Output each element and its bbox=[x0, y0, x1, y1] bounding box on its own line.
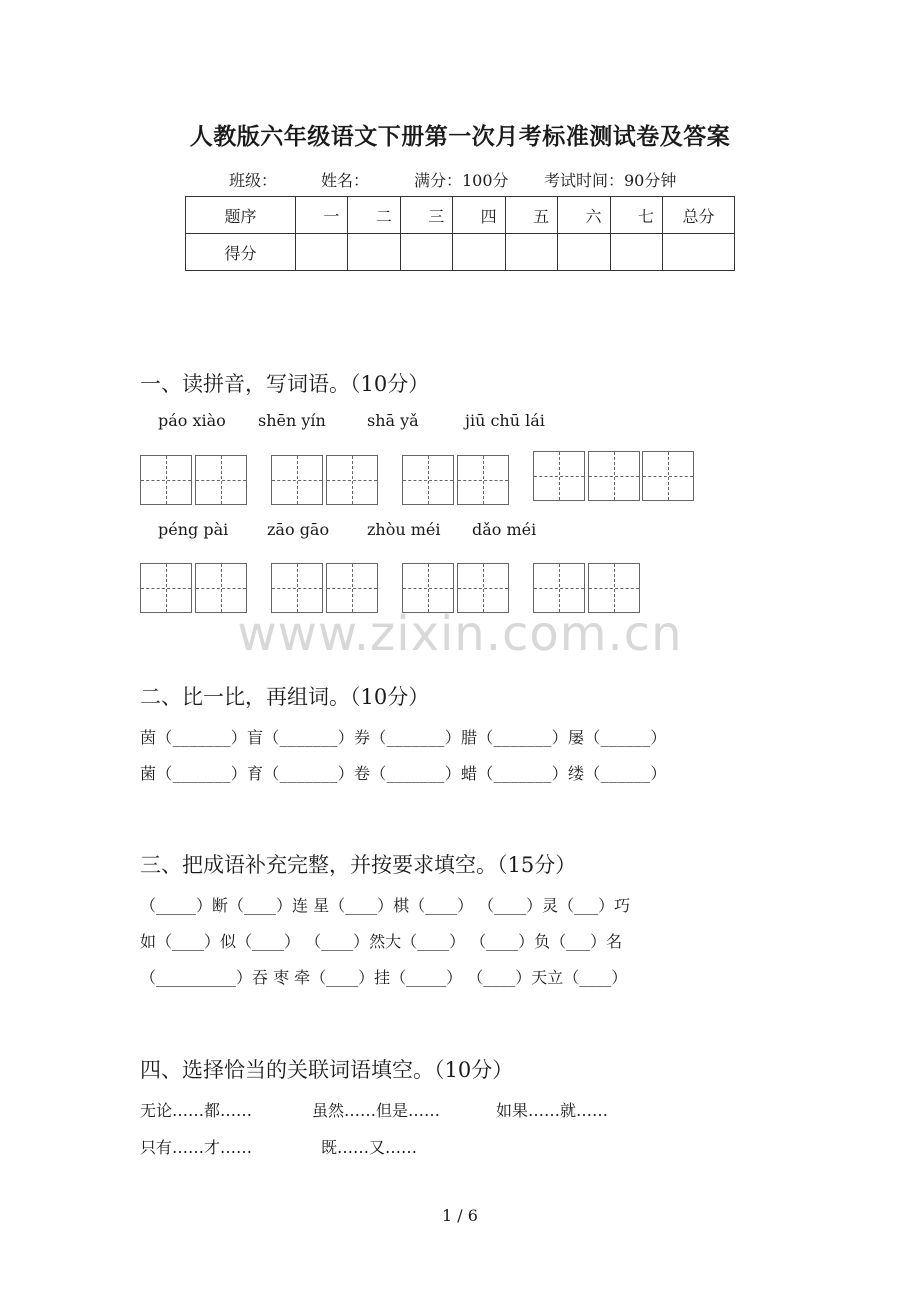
pinyin-prompt: jiū chū lái bbox=[465, 411, 545, 430]
score-table-header-cell: 一 bbox=[296, 197, 348, 234]
score-cell[interactable] bbox=[663, 234, 735, 271]
idiom-line: （__________）吞 枣 牵（____）挂（_____） （____）天立（____） bbox=[140, 968, 628, 987]
writing-grid-box[interactable] bbox=[642, 451, 694, 501]
writing-grid-box[interactable] bbox=[533, 451, 585, 501]
score-cell[interactable] bbox=[348, 234, 400, 271]
pinyin-prompt: péng pài bbox=[158, 520, 229, 539]
pinyin-prompt: shā yǎ bbox=[367, 411, 419, 430]
compare-words-line: 菌（_______）育（_______）卷（_______）蜡（_______）缕（______） bbox=[140, 764, 667, 783]
writing-grid-box[interactable] bbox=[326, 455, 378, 505]
score-table-header-cell: 三 bbox=[400, 197, 452, 234]
name-label: 姓名： bbox=[321, 171, 370, 190]
score-table-header-cell: 六 bbox=[558, 197, 610, 234]
compare-words-line: 茵（_______）盲（_______）券（_______）腊（_______）屡（______） bbox=[140, 728, 667, 747]
score-table-header-cell: 总分 bbox=[663, 197, 735, 234]
score-cell[interactable] bbox=[296, 234, 348, 271]
pinyin-prompt: dǎo méi bbox=[472, 520, 537, 539]
section-2-title: 二、比一比，再组词。（10分） bbox=[140, 685, 430, 709]
score-table-header-row bbox=[186, 197, 735, 234]
writing-grid-box[interactable] bbox=[271, 455, 323, 505]
writing-grid-box[interactable] bbox=[195, 455, 247, 505]
section-3-title: 三、把成语补充完整，并按要求填空。（15分） bbox=[140, 853, 577, 877]
score-cell[interactable] bbox=[453, 234, 505, 271]
idiom-line: （_____）断（____）连 星（____）棋（____） （____）灵（___）巧 bbox=[140, 896, 631, 915]
conjunction-option: 只有……才…… bbox=[140, 1138, 253, 1157]
conjunction-option: 如果……就…… bbox=[496, 1101, 609, 1120]
score-table bbox=[185, 196, 735, 271]
idiom-line: 如（____）似（____） （____）然大（____） （____）负（___）名 bbox=[140, 932, 623, 951]
page-title: 人教版六年级语文下册第一次月考标准测试卷及答案 bbox=[189, 123, 731, 150]
writing-grid-box[interactable] bbox=[402, 455, 454, 505]
score-table-header-cell: 题序 bbox=[186, 197, 296, 234]
score-table-score-row bbox=[186, 234, 735, 271]
class-label: 班级： bbox=[229, 171, 278, 190]
score-table-header-cell: 四 bbox=[453, 197, 505, 234]
conjunction-option: 既……又…… bbox=[321, 1138, 418, 1157]
full-score-label: 满分：100分 bbox=[414, 171, 509, 190]
score-row-label: 得分 bbox=[186, 234, 296, 271]
conjunction-option: 虽然……但是…… bbox=[312, 1101, 441, 1120]
writing-grid-box[interactable] bbox=[140, 455, 192, 505]
score-cell[interactable] bbox=[400, 234, 452, 271]
pinyin-prompt: shēn yín bbox=[258, 411, 326, 430]
pinyin-prompt: páo xiào bbox=[158, 411, 226, 430]
score-table-header-cell: 二 bbox=[348, 197, 400, 234]
score-cell[interactable] bbox=[558, 234, 610, 271]
score-cell[interactable] bbox=[505, 234, 557, 271]
score-cell[interactable] bbox=[610, 234, 662, 271]
section-1-title: 一、读拼音，写词语。（10分） bbox=[140, 372, 430, 396]
score-table-header-cell: 五 bbox=[505, 197, 557, 234]
section-4-title: 四、选择恰当的关联词语填空。（10分） bbox=[140, 1058, 514, 1082]
score-table-header-cell: 七 bbox=[610, 197, 662, 234]
exam-time-label: 考试时间：90分钟 bbox=[544, 171, 677, 190]
writing-grid-box[interactable] bbox=[457, 455, 509, 505]
conjunction-option: 无论……都…… bbox=[140, 1101, 253, 1120]
writing-grid-box[interactable] bbox=[588, 451, 640, 501]
watermark: www.zixin.com.cn bbox=[237, 606, 683, 662]
pinyin-prompt: zhòu méi bbox=[367, 520, 441, 539]
page-number: 1 / 6 bbox=[442, 1206, 478, 1225]
pinyin-prompt: zāo gāo bbox=[267, 520, 330, 539]
